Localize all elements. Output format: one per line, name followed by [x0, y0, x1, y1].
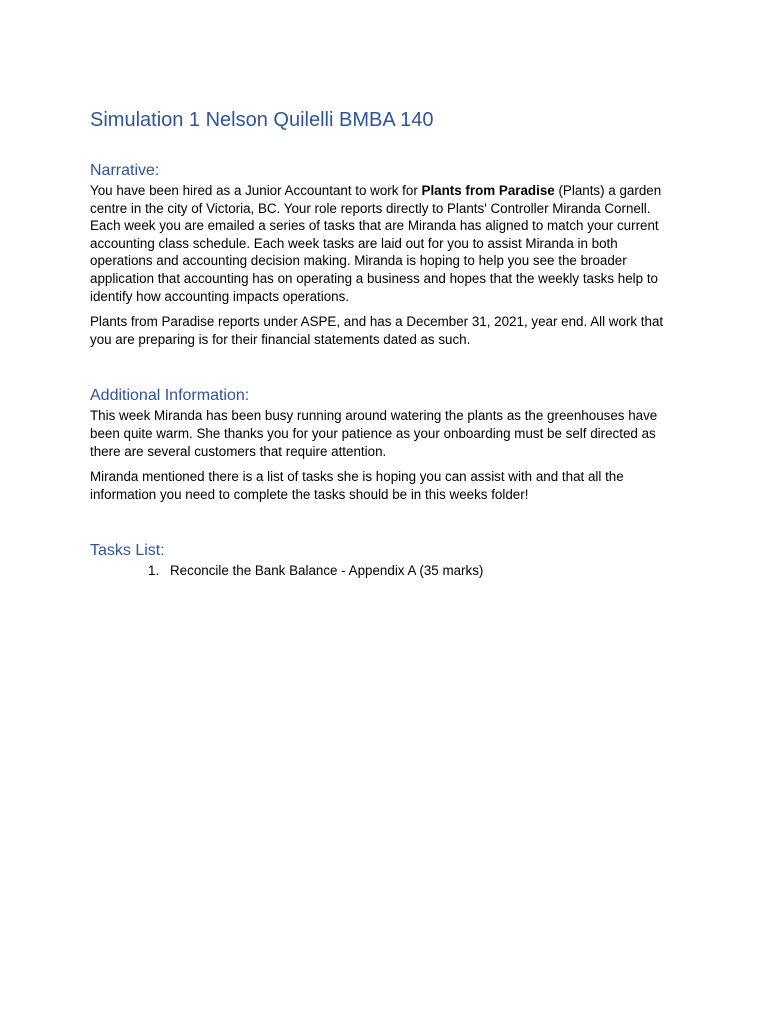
- task-text: Reconcile the Bank Balance - Appendix A (35 marks): [170, 563, 484, 579]
- company-name: Plants from Paradise: [421, 183, 555, 198]
- task-item: [148, 562, 682, 580]
- narrative-paragraph-2: Plants from Paradise reports under ASPE, and has a December 31, 2021, year end. All work that you are preparing is for their financial statements dated as such.: [90, 314, 664, 347]
- document-title: Simulation 1 Nelson Quilelli BMBA 140: [90, 109, 434, 131]
- narrative-paragraph-1-intro: You have been hired as a Junior Accountant to work for: [90, 183, 422, 198]
- task-number: 1.: [148, 563, 160, 579]
- narrative-paragraph-1: [90, 182, 682, 305]
- additional-information-heading: Additional Information:: [90, 387, 250, 405]
- narrative-paragraph-1-rest: (Plants) a garden centre in the city of Victoria, BC. Your role reports directly to Plants' Controller Miranda Cornell. Each week you are emailed a series of tasks that are Miranda has aligned to match your current accounting class schedule. Each week tasks are laid out for you to assist Miranda in both operations and accounting decision making. Miranda is hoping to help you see the broader application that accounting has on operating a business and hopes that the weekly tasks help to identify how accounting impacts operations.: [90, 183, 662, 304]
- tasks-list-heading: Tasks List:: [90, 542, 165, 560]
- additional-paragraph-1: This week Miranda has been busy running around watering the plants as the greenhouses have been quite warm. She thanks you for your patience as your onboarding must be self directed as there are several customers that require attention.: [90, 408, 658, 459]
- additional-paragraph-2: Miranda mentioned there is a list of tasks she is hoping you can assist with and that all the information you need to complete the tasks should be in this weeks folder!: [90, 469, 624, 502]
- tasks-list: [90, 562, 682, 580]
- narrative-heading: Narrative:: [90, 162, 160, 179]
